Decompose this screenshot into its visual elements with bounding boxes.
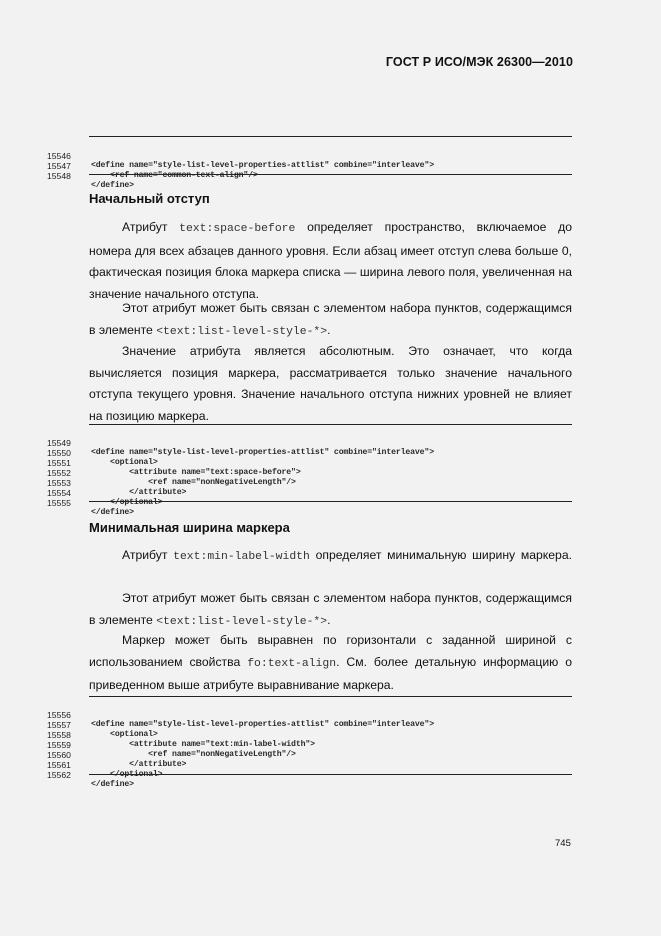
code-text: </define>: [91, 181, 134, 190]
line-number: 15548: [47, 171, 71, 181]
line-number: 15555: [47, 498, 71, 508]
line-number: 15559: [47, 740, 71, 750]
line-number: 15556: [47, 710, 71, 720]
line-number: 15551: [47, 458, 71, 468]
inline-code: <text:list-level-style-*>: [156, 325, 328, 338]
section-heading: Минимальная ширина маркера: [89, 520, 290, 535]
code-block-rule: [89, 774, 572, 775]
code-text: <define name="style-list-level-properties-attlist" combine="interleave">: [91, 448, 434, 457]
code-text: </optional>: [91, 770, 163, 779]
line-number: 15554: [47, 488, 71, 498]
line-number: 15552: [47, 468, 71, 478]
code-block-rule: [89, 424, 572, 425]
code-block-rule: [89, 696, 572, 697]
paragraph: Атрибут text:min-label-width определяет минимальную ширину маркера.: [122, 548, 572, 563]
code-text: </optional>: [91, 498, 163, 507]
code-text: <optional>: [91, 730, 158, 739]
code-text: </define>: [91, 508, 134, 517]
page-number: 745: [555, 838, 571, 849]
paragraph: Маркер может быть выравнен по горизонтали с заданной шириной с использованием свойства fo:text-align. См. более детальную информацию о приведенном выше атрибуте выравнивание маркера.: [89, 633, 572, 692]
line-number: 15549: [47, 438, 71, 448]
code-block-rule: [89, 174, 572, 175]
line-number: 15560: [47, 750, 71, 760]
paragraph: Атрибут text:space-before определяет пространство, включаемое до номера для всех абзацев данного уровня. Если абзац имеет отступ слева больше 0, фактическая позиция блока маркера списка — ширина левого поля, увеличенная на значение начального отступа.: [89, 220, 572, 301]
code-text: <ref name="nonNegativeLength"/>: [91, 478, 296, 487]
line-number: 15562: [47, 770, 71, 780]
code-text: <attribute name="text:min-label-width">: [91, 740, 315, 749]
code-text: <ref name="nonNegativeLength"/>: [91, 750, 296, 759]
code-text: </attribute>: [91, 760, 187, 769]
inline-code: fo:text-align: [247, 657, 337, 670]
code-text: <attribute name="text:space-before">: [91, 468, 301, 477]
document-header: ГОСТ Р ИСО/МЭК 26300—2010: [385, 55, 573, 69]
line-number: 15557: [47, 720, 71, 730]
line-number: 15558: [47, 730, 71, 740]
inline-code: <text:list-level-style-*>: [156, 615, 328, 628]
code-text: </define>: [91, 780, 134, 789]
code-text: </attribute>: [91, 488, 187, 497]
line-number: 15546: [47, 151, 71, 161]
paragraph: Этот атрибут может быть связан с элементом набора пунктов, содержащимся в элементе <text:list-level-style-*>.: [89, 591, 572, 628]
code-text: <define name="style-list-level-properties-attlist" combine="interleave">: [91, 720, 434, 729]
section-heading: Начальный отступ: [89, 191, 210, 206]
line-number: 15561: [47, 760, 71, 770]
line-number: 15547: [47, 161, 71, 171]
inline-code: text:min-label-width: [173, 551, 310, 563]
code-text: <optional>: [91, 458, 158, 467]
inline-code: text:space-before: [179, 223, 296, 235]
line-number: 15550: [47, 448, 71, 458]
paragraph: Этот атрибут может быть связан с элементом набора пунктов, содержащимся в элементе <text:list-level-style-*>.: [89, 301, 572, 338]
line-number: 15553: [47, 478, 71, 488]
code-block-rule: [89, 501, 572, 502]
code-text: <define name="style-list-level-properties-attlist" combine="interleave">: [91, 161, 434, 170]
paragraph: Значение атрибута является абсолютным. Это означает, что когда вычисляется позиция маркера, рассматривается только значение начального отступа текущего уровня. Значение начального отступа нижних уровней не влияет на позицию маркера.: [89, 344, 572, 423]
code-text: <ref name="common-text-align"/>: [91, 171, 258, 180]
code-block-rule: [89, 136, 572, 137]
